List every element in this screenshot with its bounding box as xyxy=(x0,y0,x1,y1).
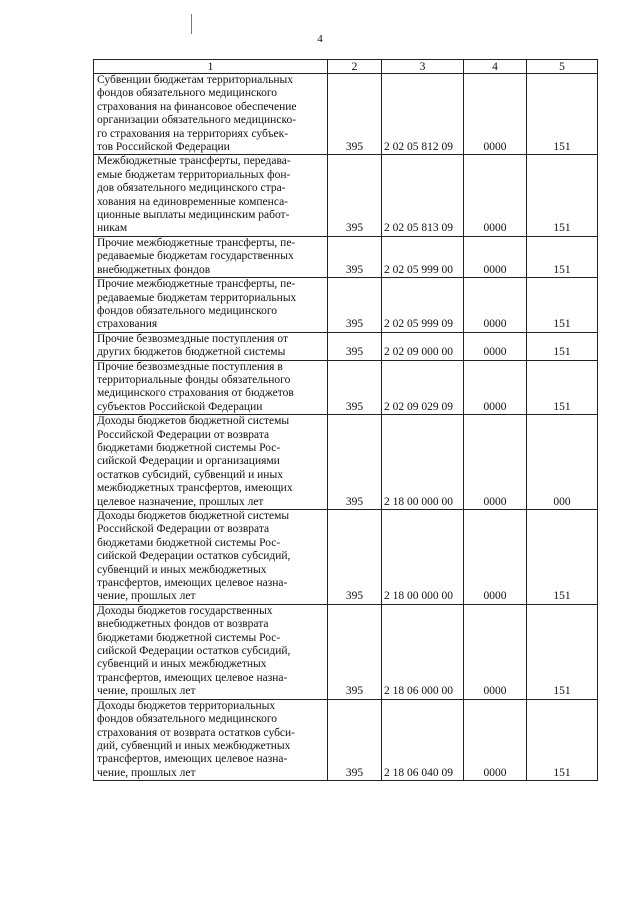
program-code-cell: 0000 xyxy=(464,236,527,277)
table-header-row xyxy=(94,60,598,74)
revenue-name-line: Прочие безвозмездные поступления от xyxy=(97,332,288,345)
revenue-code-cell: 2 02 05 813 09 xyxy=(382,155,464,236)
revenue-name-line: межбюджетных трансфертов, имеющих xyxy=(97,482,293,495)
kosgu-code-cell: 151 xyxy=(527,510,598,605)
column-header: 4 xyxy=(464,60,527,74)
revenue-code-cell: 2 02 05 812 09 xyxy=(382,74,464,155)
revenue-name-cell xyxy=(94,332,328,360)
revenue-name-line: трансфертов, имеющих целевое назна- xyxy=(97,753,288,766)
admin-code-cell: 395 xyxy=(328,510,382,605)
revenue-name-line: чение, прошлых лет xyxy=(97,685,196,698)
revenue-name-cell xyxy=(94,236,328,277)
program-code-cell: 0000 xyxy=(464,510,527,605)
revenue-code-cell: 2 02 05 999 00 xyxy=(382,236,464,277)
admin-code-cell: 395 xyxy=(328,332,382,360)
revenue-name-line: Субвенции бюджетам территориальных xyxy=(97,74,293,86)
program-code-cell: 0000 xyxy=(464,278,527,333)
revenue-code-cell: 2 02 09 000 00 xyxy=(382,332,464,360)
table-row xyxy=(94,278,598,333)
revenue-code-cell: 2 02 09 029 09 xyxy=(382,360,464,415)
revenue-code-cell: 2 18 00 000 00 xyxy=(382,510,464,605)
kosgu-code-cell: 151 xyxy=(527,278,598,333)
column-header: 3 xyxy=(382,60,464,74)
table-row xyxy=(94,74,598,155)
program-code-cell: 0000 xyxy=(464,360,527,415)
revenue-name-line: фондов обязательного медицинского xyxy=(97,87,278,100)
revenue-name-line: емые бюджетам территориальных фон- xyxy=(97,168,291,181)
revenue-name-line: сийской Федерации остатков субсидий, xyxy=(97,645,291,658)
revenue-name-line: Российской Федерации от возврата xyxy=(97,523,270,536)
revenue-name-cell xyxy=(94,604,328,699)
revenue-name-line: Доходы бюджетов территориальных xyxy=(97,699,276,712)
revenue-name-cell xyxy=(94,510,328,605)
revenue-name-cell xyxy=(94,74,328,155)
table-row xyxy=(94,604,598,699)
page-number: 4 xyxy=(317,33,323,45)
revenue-name-line: го страхования на территориях субъек- xyxy=(97,127,289,140)
revenue-name-line: Российской Федерации от возврата xyxy=(97,428,270,441)
budget-revenue-table xyxy=(93,59,598,781)
revenue-name-line: чение, прошлых лет xyxy=(97,590,196,603)
revenue-name-line: бюджетами бюджетной системы Рос- xyxy=(97,536,281,549)
revenue-name-line: субвенций и иных межбюджетных xyxy=(97,658,267,671)
revenue-name-line: страхования xyxy=(97,318,158,331)
revenue-name-cell xyxy=(94,699,328,780)
revenue-name-line: организации обязательного медицинско- xyxy=(97,114,297,127)
admin-code-cell: 395 xyxy=(328,360,382,415)
table-row xyxy=(94,155,598,236)
revenue-name-line: территориальные фонды обязательного xyxy=(97,373,291,386)
admin-code-cell: 395 xyxy=(328,155,382,236)
revenue-name-line: страхования на финансовое обеспечение xyxy=(97,100,297,113)
kosgu-code-cell: 151 xyxy=(527,360,598,415)
admin-code-cell: 395 xyxy=(328,74,382,155)
kosgu-code-cell: 151 xyxy=(527,236,598,277)
revenue-name-line: хования на единовременные компенса- xyxy=(97,195,288,208)
table-row xyxy=(94,360,598,415)
scan-mark xyxy=(191,14,192,34)
program-code-cell: 0000 xyxy=(464,155,527,236)
program-code-cell: 0000 xyxy=(464,699,527,780)
revenue-name-line: страхования от возврата остатков субси- xyxy=(97,726,296,739)
revenue-name-line: Прочие межбюджетные трансферты, пе- xyxy=(97,278,296,291)
revenue-name-line: фондов обязательного медицинского xyxy=(97,304,278,317)
kosgu-code-cell: 151 xyxy=(527,604,598,699)
table-row xyxy=(94,332,598,360)
kosgu-code-cell: 151 xyxy=(527,155,598,236)
kosgu-code-cell: 151 xyxy=(527,332,598,360)
revenue-name-cell xyxy=(94,360,328,415)
program-code-cell: 0000 xyxy=(464,74,527,155)
table-row xyxy=(94,415,598,510)
admin-code-cell: 395 xyxy=(328,236,382,277)
column-header: 2 xyxy=(328,60,382,74)
revenue-name-line: сийской Федерации остатков субсидий, xyxy=(97,550,291,563)
table-body xyxy=(94,74,598,781)
revenue-name-cell xyxy=(94,278,328,333)
admin-code-cell: 395 xyxy=(328,415,382,510)
revenue-name-line: субъектов Российской Федерации xyxy=(97,400,263,413)
program-code-cell: 0000 xyxy=(464,332,527,360)
revenue-name-cell xyxy=(94,415,328,510)
revenue-name-line: бюджетами бюджетной системы Рос- xyxy=(97,441,281,454)
program-code-cell: 0000 xyxy=(464,415,527,510)
revenue-name-line: Доходы бюджетов бюджетной системы xyxy=(97,510,290,522)
revenue-name-line: Доходы бюджетов бюджетной системы xyxy=(97,415,290,428)
revenue-name-line: редаваемые бюджетам территориальных xyxy=(97,291,297,304)
revenue-name-line: чение, прошлых лет xyxy=(97,766,196,779)
revenue-name-line: дий, субвенций и иных межбюджетных xyxy=(97,739,291,752)
revenue-name-line: медицинского страхования от бюджетов xyxy=(97,387,294,400)
column-header: 1 xyxy=(94,60,328,74)
revenue-name-line: субвенций и иных межбюджетных xyxy=(97,563,267,576)
revenue-name-line: дов обязательного медицинского стра- xyxy=(97,182,286,195)
admin-code-cell: 395 xyxy=(328,278,382,333)
revenue-name-line: сийской Федерации и организациями xyxy=(97,455,280,468)
revenue-name-cell xyxy=(94,155,328,236)
revenue-name-line: внебюджетных фондов от возврата xyxy=(97,618,269,631)
revenue-name-line: остатков субсидий, субвенций и иных xyxy=(97,468,283,481)
revenue-name-line: бюджетами бюджетной системы Рос- xyxy=(97,631,281,644)
revenue-code-cell: 2 18 06 000 00 xyxy=(382,604,464,699)
revenue-name-line: трансфертов, имеющих целевое назна- xyxy=(97,671,288,684)
revenue-name-line: Доходы бюджетов государственных xyxy=(97,604,273,617)
column-header: 5 xyxy=(527,60,598,74)
kosgu-code-cell: 000 xyxy=(527,415,598,510)
table-row xyxy=(94,510,598,605)
admin-code-cell: 395 xyxy=(328,699,382,780)
kosgu-code-cell: 151 xyxy=(527,74,598,155)
revenue-name-line: никам xyxy=(97,222,128,235)
revenue-name-line: внебюджетных фондов xyxy=(97,263,211,276)
kosgu-code-cell: 151 xyxy=(527,699,598,780)
revenue-code-cell: 2 18 00 000 00 xyxy=(382,415,464,510)
table-row xyxy=(94,236,598,277)
revenue-name-line: Прочие безвозмездные поступления в xyxy=(97,360,283,373)
revenue-name-line: фондов обязательного медицинского xyxy=(97,713,278,726)
revenue-name-line: целевое назначение, прошлых лет xyxy=(97,495,264,508)
revenue-name-line: тов Российской Федерации xyxy=(97,141,230,154)
revenue-name-line: Межбюджетные трансферты, передава- xyxy=(97,155,291,168)
revenue-name-line: трансфертов, имеющих целевое назна- xyxy=(97,577,288,590)
revenue-name-line: Прочие межбюджетные трансферты, пе- xyxy=(97,236,296,249)
program-code-cell: 0000 xyxy=(464,604,527,699)
revenue-code-cell: 2 18 06 040 09 xyxy=(382,699,464,780)
revenue-name-line: ционные выплаты медицинским работ- xyxy=(97,209,290,222)
revenue-name-line: других бюджетов бюджетной системы xyxy=(97,346,286,359)
revenue-name-line: редаваемые бюджетам государственных xyxy=(97,250,294,263)
revenue-code-cell: 2 02 05 999 09 xyxy=(382,278,464,333)
table-row xyxy=(94,699,598,780)
admin-code-cell: 395 xyxy=(328,604,382,699)
